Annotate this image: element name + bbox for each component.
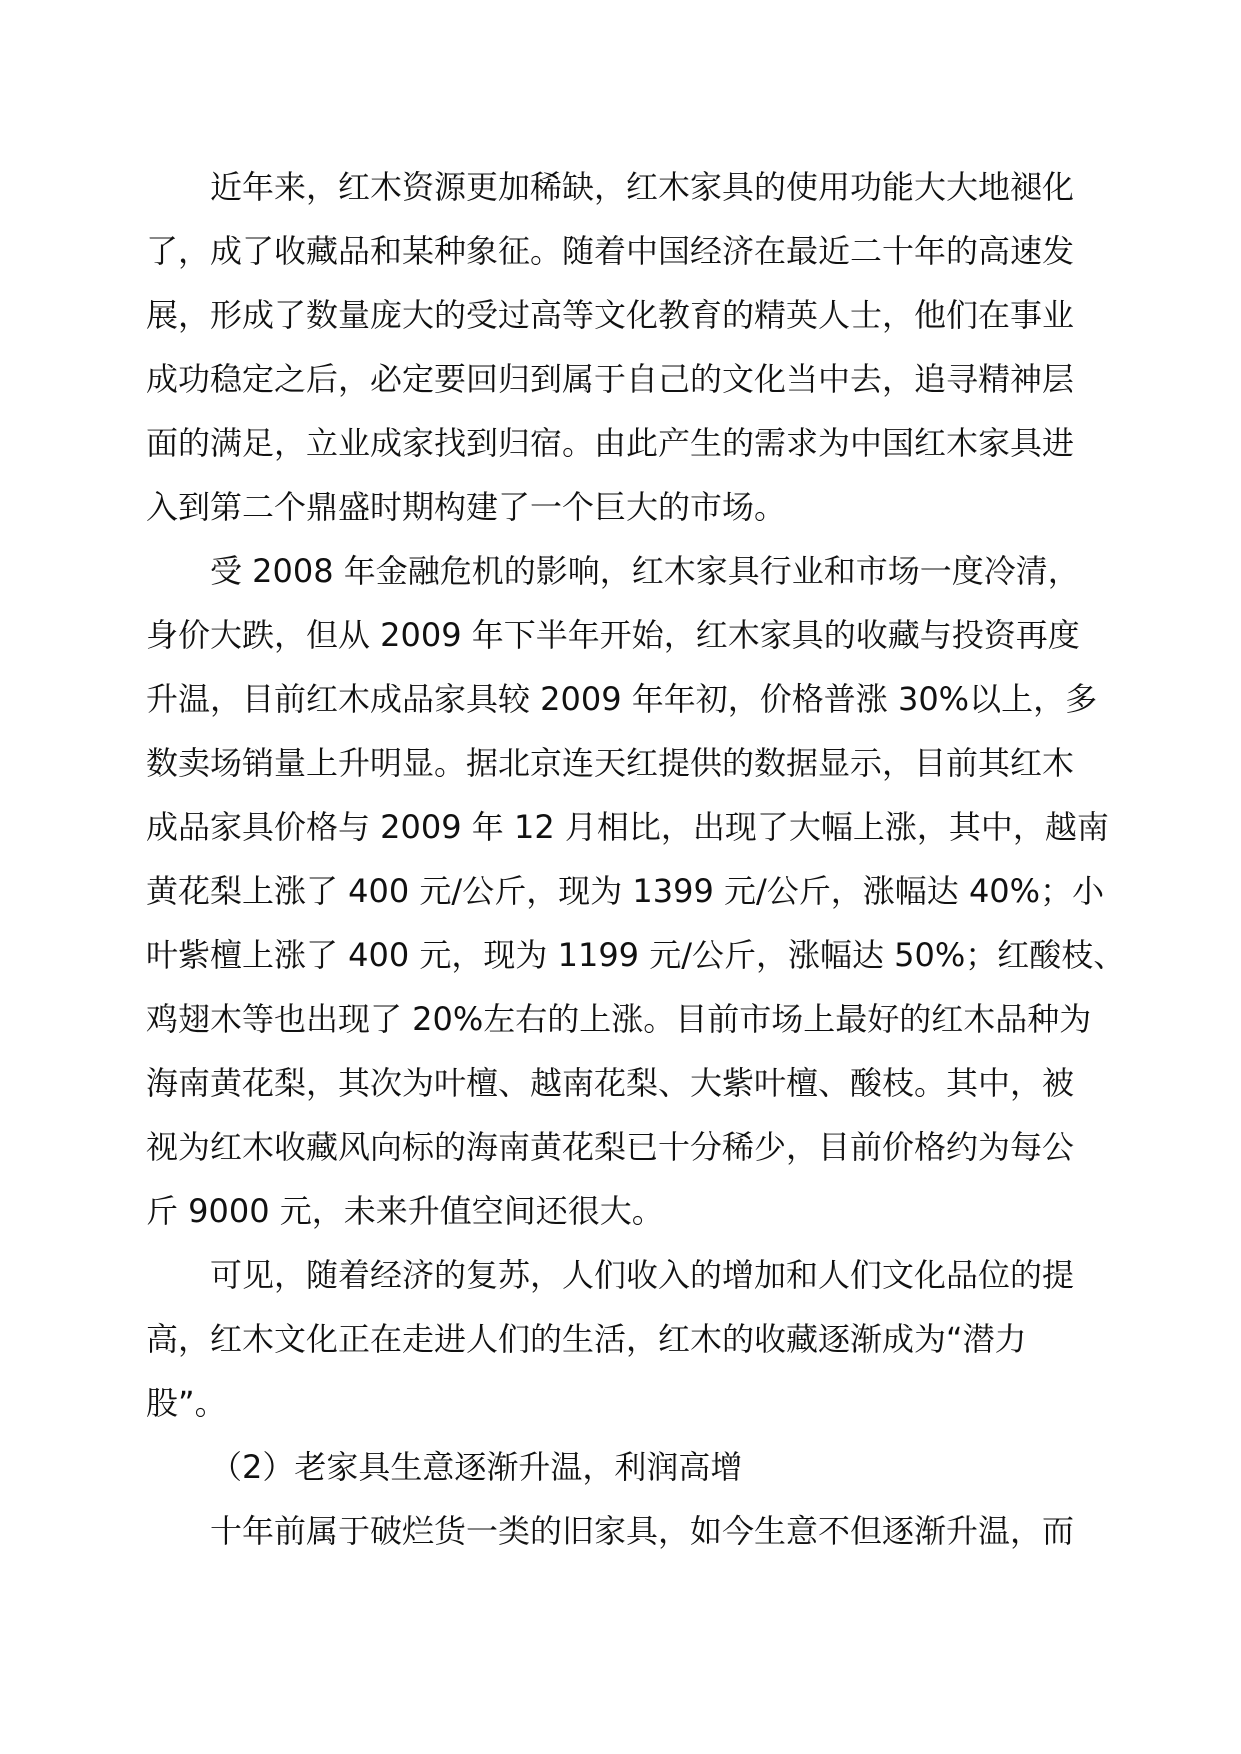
paragraph-line: 升温，目前红木成品家具较 2009 年年初，价格普涨 30%以上，多 bbox=[146, 680, 1098, 718]
paragraph-line: 受 2008 年金融危机的影响，红木家具行业和市场一度冷清， bbox=[210, 552, 1080, 590]
paragraph-line: 身价大跌，但从 2009 年下半年开始，红木家具的收藏与投资再度 bbox=[146, 616, 1080, 654]
body-text bbox=[146, 155, 1126, 1563]
paragraph-line: 斤 9000 元，未来升值空间还很大。 bbox=[146, 1192, 664, 1230]
section-heading: （2）老家具生意逐渐升温，利润高增 bbox=[210, 1448, 743, 1486]
paragraph-line: 入到第二个鼎盛时期构建了一个巨大的市场。 bbox=[146, 488, 787, 526]
paragraph-line: 高，红木文化正在走进人们的生活，红木的收藏逐渐成为“潜力 bbox=[146, 1320, 1027, 1358]
paragraph-4 bbox=[146, 1499, 1094, 1563]
paragraph-line: 展，形成了数量庞大的受过高等文化教育的精英人士，他们在事业 bbox=[146, 296, 1075, 334]
paragraph-2 bbox=[146, 539, 1126, 1243]
paragraph-line: 数卖场销量上升明显。据北京连天红提供的数据显示，目前其红木 bbox=[146, 744, 1075, 782]
paragraph-line: 鸡翅木等也出现了 20%左右的上涨。目前市场上最好的红木品种为 bbox=[146, 1000, 1092, 1038]
paragraph-line: 成品家具价格与 2009 年 12 月相比，出现了大幅上涨，其中，越南 bbox=[146, 808, 1109, 846]
paragraph-1 bbox=[146, 155, 1094, 539]
paragraph-line: 视为红木收藏风向标的海南黄花梨已十分稀少，目前价格约为每公 bbox=[146, 1128, 1075, 1166]
paragraph-line: 成功稳定之后，必定要回归到属于自己的文化当中去，追寻精神层 bbox=[146, 360, 1075, 398]
paragraph-line: 黄花梨上涨了 400 元/公斤，现为 1399 元/公斤，涨幅达 40%；小 bbox=[146, 872, 1105, 910]
paragraph-line: 可见，随着经济的复苏，人们收入的增加和人们文化品位的提 bbox=[210, 1256, 1075, 1294]
paragraph-line: 面的满足，立业成家找到归宿。由此产生的需求为中国红木家具进 bbox=[146, 424, 1075, 462]
paragraph-line: 十年前属于破烂货一类的旧家具，如今生意不但逐渐升温，而 bbox=[210, 1512, 1075, 1550]
paragraph-line: 叶紫檀上涨了 400 元，现为 1199 元/公斤，涨幅达 50%；红酸枝、 bbox=[146, 936, 1126, 974]
paragraph-line: 海南黄花梨，其次为叶檀、越南花梨、大紫叶檀、酸枝。其中，被 bbox=[146, 1064, 1075, 1102]
paragraph-line: 股”。 bbox=[146, 1384, 227, 1422]
paragraph-3 bbox=[146, 1243, 1094, 1435]
paragraph-line: 了，成了收藏品和某种象征。随着中国经济在最近二十年的高速发 bbox=[146, 232, 1075, 270]
paragraph-line: 近年来，红木资源更加稀缺，红木家具的使用功能大大地褪化 bbox=[210, 168, 1075, 206]
